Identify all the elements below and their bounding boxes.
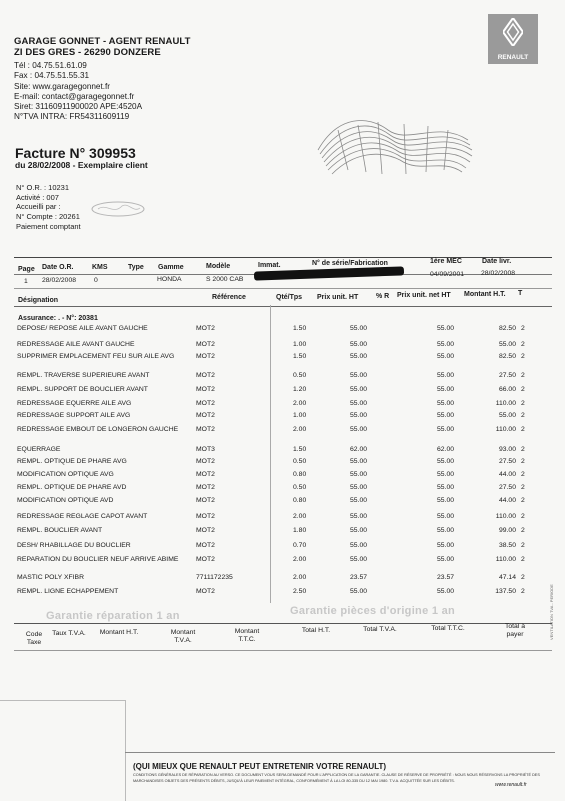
line-quantity: 0.50 (293, 458, 307, 465)
line-designation: REMPL. SUPPORT DE BOUCLIER AVANT (17, 386, 148, 393)
line-quantity: 1.20 (293, 386, 307, 393)
line-quantity: 2.00 (293, 400, 307, 407)
line-net-price: 55.00 (437, 497, 455, 504)
line-designation: REMPL. TRAVERSE SUPERIEURE AVANT (17, 372, 150, 379)
garage-tva: N°TVA INTRA: FR54311609119 (14, 112, 130, 122)
line-reference: MOT2 (196, 588, 215, 595)
line-unit-price: 55.00 (350, 353, 368, 360)
line-net-price: 55.00 (437, 542, 455, 549)
line-quantity: 2.00 (293, 556, 307, 563)
line-unit-price: 55.00 (350, 471, 368, 478)
line-reference: MOT2 (196, 458, 215, 465)
line-designation: DESH/ RHABILLAGE DU BOUCLIER (17, 542, 131, 549)
table-row (0, 446, 565, 458)
line-quantity: 1.80 (293, 527, 307, 534)
table-row (0, 400, 565, 412)
line-designation: REMPL. OPTIQUE DE PHARE AVG (17, 458, 127, 465)
line-designation: SUPPRIMER EMPLACEMENT FEU SUR AILE AVG (17, 353, 175, 360)
renault-diamond-icon (503, 18, 523, 46)
col-designation: Désignation (18, 297, 59, 304)
line-tax-code: 2 (521, 588, 525, 595)
line-net-price: 55.00 (437, 513, 455, 520)
line-reference: MOT2 (196, 412, 215, 419)
meta-paiement: Paiement comptant (16, 221, 81, 231)
table-row (0, 588, 565, 600)
vv-gamme: HONDA (157, 276, 182, 283)
line-tax-code: 2 (521, 341, 525, 348)
col-prix-ht: Prix unit. HT (317, 294, 359, 301)
table-row (0, 412, 565, 424)
invoice-title: Facture N° 309953 (15, 145, 136, 161)
line-quantity: 2.00 (293, 426, 307, 433)
vh-immat: Immat. (258, 262, 281, 269)
tot-total-ht: Total H.T. (301, 627, 331, 634)
line-designation: MODIFICATION OPTIQUE AVG (17, 471, 114, 478)
line-amount: 82.50 (498, 353, 516, 360)
meta-accueilli: Accueilli par : (16, 202, 61, 212)
line-net-price: 55.00 (437, 400, 455, 407)
line-tax-code: 2 (521, 426, 525, 433)
line-tax-code: 2 (521, 412, 525, 419)
footer-left-box (0, 700, 126, 801)
line-unit-price: 55.00 (350, 458, 368, 465)
col-montant: Montant H.T. (464, 291, 506, 298)
line-unit-price: 55.00 (350, 542, 368, 549)
line-amount: 110.00 (495, 513, 516, 520)
divider (125, 752, 555, 753)
table-row (0, 325, 565, 337)
line-net-price: 23.57 (437, 574, 455, 581)
divider (14, 257, 552, 258)
vh-kms: KMS (92, 264, 108, 271)
vh-date-or: Date O.R. (42, 264, 74, 271)
line-unit-price: 55.00 (350, 497, 368, 504)
line-unit-price: 55.00 (350, 513, 368, 520)
line-designation: MASTIC POLY XFIBR (17, 574, 84, 581)
divider (14, 288, 552, 289)
line-tax-code: 2 (521, 513, 525, 520)
line-unit-price: 55.00 (350, 556, 368, 563)
table-row (0, 513, 565, 525)
line-designation: REMPL. BOUCLIER AVANT (17, 527, 103, 534)
line-amount: 110.00 (495, 400, 516, 407)
line-amount: 66.00 (498, 386, 516, 393)
faint-stamp (88, 200, 148, 218)
line-net-price: 62.00 (437, 446, 455, 453)
line-unit-price: 55.00 (350, 400, 368, 407)
line-quantity: 1.50 (293, 325, 307, 332)
line-tax-code: 2 (521, 574, 525, 581)
line-amount: 38.50 (498, 542, 516, 549)
line-quantity: 2.00 (293, 513, 307, 520)
tot-total-ttc: Total T.T.C. (431, 625, 465, 632)
garage-site: Site: www.garagegonnet.fr (14, 81, 111, 91)
line-unit-price: 62.00 (350, 446, 368, 453)
line-reference: MOT2 (196, 325, 215, 332)
line-reference: MOT2 (196, 497, 215, 504)
tot-montant-tva: Montant T.V.A. (170, 629, 196, 644)
line-unit-price: 55.00 (350, 341, 368, 348)
line-amount: 55.00 (498, 341, 516, 348)
line-quantity: 1.00 (293, 341, 307, 348)
line-amount: 47.14 (498, 574, 516, 581)
line-unit-price: 55.00 (350, 527, 368, 534)
divider (14, 623, 552, 624)
tot-montant-ht: Montant H.T. (99, 629, 139, 636)
col-prix-net: Prix unit. net HT (397, 292, 451, 299)
tot-taux-tva: Taux T.V.A. (52, 630, 86, 637)
table-row (0, 386, 565, 398)
line-net-price: 55.00 (437, 588, 455, 595)
line-tax-code: 2 (521, 325, 525, 332)
table-row (0, 426, 565, 438)
line-tax-code: 2 (521, 484, 525, 491)
garantie-pieces: Garantie pièces d'origine 1 an (290, 605, 456, 617)
meta-activite: Activité : 007 (16, 192, 59, 202)
garage-fax: Fax : 04.75.51.55.31 (14, 71, 90, 81)
line-reference: MOT2 (196, 400, 215, 407)
line-reference: MOT2 (196, 556, 215, 563)
garage-address: ZI DES GRES - 26290 DONZERE (14, 47, 161, 58)
vv-kms: 0 (94, 277, 98, 284)
table-row (0, 542, 565, 554)
line-amount: 110.00 (495, 556, 516, 563)
line-tax-code: 2 (521, 400, 525, 407)
line-quantity: 0.80 (293, 497, 307, 504)
vh-gamme: Gamme (158, 264, 184, 271)
line-amount: 44.00 (498, 497, 516, 504)
line-reference: MOT2 (196, 386, 215, 393)
vh-livr: Date livr. (482, 258, 512, 265)
invoice-subtitle: du 28/02/2008 - Exemplaire client (15, 160, 148, 170)
vh-type: Type (128, 264, 144, 271)
tot-montant-ttc: Montant T.T.C. (234, 628, 260, 643)
garage-name: GARAGE GONNET - AGENT RENAULT (14, 36, 191, 47)
vh-mec: 1ère MEC (430, 258, 462, 265)
footer-conditions: CONDITIONS GÉNÉRALES DE RÉPARATION AU VERSO. CE DOCUMENT VOUS SERA DEMANDÉ POUR L'APPLICATION DE LA GARANTIE. CLAUSE DE RÉSERVE DE PROPRIÉTÉ : NOUS NOUS RÉSERVONS LA PROPRIÉTÉ DES MARCHANDISES OBJETS DES PRÉSENTS DÉBITS, JUSQU'À LEUR PAIEMENT INTÉGRAL, CONFORMÉMENT À LA LOI 80-335 DU 12 MAI 1980. T.V.A. ACQUITTÉE SUR LES DÉBITS. (133, 773, 540, 783)
tot-total-payer: Total à payer (504, 623, 526, 638)
line-tax-code: 2 (521, 527, 525, 534)
line-quantity: 2.50 (293, 588, 307, 595)
line-reference: MOT2 (196, 513, 215, 520)
vv-livr: 28/02/2008 (481, 270, 516, 277)
line-amount: 82.50 (498, 325, 516, 332)
line-tax-code: 2 (521, 556, 525, 563)
garantie-reparation: Garantie réparation 1 an (46, 610, 180, 622)
meta-compte: N° Compte : 20261 (16, 212, 80, 222)
tot-total-tva: Total T.V.A. (363, 626, 397, 633)
line-designation: MODIFICATION OPTIQUE AVD (17, 497, 114, 504)
line-unit-price: 55.00 (350, 484, 368, 491)
meta-or: N° O.R. : 10231 (16, 183, 70, 192)
footer-website: www.renault.fr (495, 782, 527, 788)
line-unit-price: 23.57 (350, 574, 368, 581)
vv-mec: 04/09/2001 (430, 271, 465, 278)
line-net-price: 55.00 (437, 325, 455, 332)
line-reference: MOT2 (196, 484, 215, 491)
garage-info (14, 36, 334, 123)
line-net-price: 55.00 (437, 484, 455, 491)
line-net-price: 55.00 (437, 372, 455, 379)
table-row (0, 458, 565, 470)
col-reference: Référence (212, 294, 246, 301)
renault-logo (488, 14, 538, 64)
line-reference: MOT2 (196, 353, 215, 360)
vv-modele: S 2000 CAB (206, 276, 244, 283)
assurance-label: Assurance: . - N°: 20381 (18, 315, 98, 322)
line-quantity: 1.50 (293, 446, 307, 453)
line-net-price: 55.00 (437, 353, 455, 360)
vh-page: Page (18, 266, 35, 273)
signature-scribble (308, 110, 478, 186)
line-quantity: 0.50 (293, 372, 307, 379)
line-designation: EQUERRAGE (17, 446, 61, 453)
line-unit-price: 55.00 (350, 426, 368, 433)
col-t: T (518, 290, 523, 297)
line-quantity: 0.80 (293, 471, 307, 478)
line-net-price: 55.00 (437, 386, 455, 393)
line-tax-code: 2 (521, 353, 525, 360)
logo-text: RENAULT (497, 54, 529, 61)
footer-slogan: (QUI MIEUX QUE RENAULT PEUT ENTRETENIR VOTRE RENAULT) (133, 762, 387, 771)
garage-siret: Siret: 31160911900020 APE:4520A (14, 102, 143, 112)
line-designation: REDRESSAGE EQUERRE AILE AVG (17, 400, 132, 407)
line-designation: REMPL. LIGNE ECHAPPEMENT (17, 588, 119, 595)
tot-code-taxe: Code Taxe (25, 631, 43, 646)
line-unit-price: 55.00 (350, 588, 368, 595)
line-amount: 93.00 (498, 446, 516, 453)
line-reference: MOT2 (196, 372, 215, 379)
line-designation: REDRESSAGE EMBOUT DE LONGERON GAUCHE (17, 426, 179, 433)
line-quantity: 1.50 (293, 353, 307, 360)
line-amount: 99.00 (498, 527, 516, 534)
line-net-price: 55.00 (437, 527, 455, 534)
line-tax-code: 2 (521, 458, 525, 465)
line-designation: REPARATION DU BOUCLIER NEUF ARRIVE ABIME (17, 556, 179, 563)
line-tax-code: 2 (521, 372, 525, 379)
line-designation: DEPOSE/ REPOSE AILE AVANT GAUCHE (17, 325, 148, 332)
line-quantity: 1.00 (293, 412, 307, 419)
line-quantity: 0.70 (293, 542, 307, 549)
table-row (0, 574, 565, 586)
line-tax-code: 2 (521, 497, 525, 504)
divider (14, 650, 552, 651)
col-remise: % R (376, 293, 390, 300)
line-tax-code: 2 (521, 446, 525, 453)
line-designation: REDRESSAGE REGLAGE CAPOT AVANT (17, 513, 148, 520)
line-amount: 55.00 (498, 412, 516, 419)
table-row (0, 372, 565, 384)
line-tax-code: 2 (521, 386, 525, 393)
line-quantity: 2.00 (293, 574, 307, 581)
line-tax-code: 2 (521, 542, 525, 549)
line-amount: 27.50 (498, 484, 516, 491)
vh-serie: N° de série/Fabrication (312, 260, 388, 267)
table-row (0, 527, 565, 539)
line-reference: MOT2 (196, 527, 215, 534)
line-unit-price: 55.00 (350, 325, 368, 332)
line-amount: 44.00 (498, 471, 516, 478)
line-net-price: 55.00 (437, 556, 455, 563)
garage-email: E-mail: contact@garagegonnet.fr (14, 91, 135, 101)
line-net-price: 55.00 (437, 341, 455, 348)
table-row (0, 497, 565, 509)
table-row (0, 556, 565, 568)
line-amount: 27.50 (498, 458, 516, 465)
table-row (0, 353, 565, 365)
line-reference: 7711172235 (196, 574, 233, 581)
line-reference: MOT3 (196, 446, 215, 453)
vv-page: 1 (24, 278, 28, 285)
line-unit-price: 55.00 (350, 372, 368, 379)
line-net-price: 55.00 (437, 458, 455, 465)
line-amount: 27.50 (498, 372, 516, 379)
line-net-price: 55.00 (437, 471, 455, 478)
line-reference: MOT2 (196, 341, 215, 348)
table-row (0, 484, 565, 496)
line-designation: REDRESSAGE AILE AVANT GAUCHE (17, 341, 135, 348)
line-quantity: 0.50 (293, 484, 307, 491)
line-net-price: 55.00 (437, 412, 455, 419)
side-vertical-text: VENTILATION TVA - PERIODE (549, 584, 554, 640)
line-reference: MOT2 (196, 426, 215, 433)
line-designation: REMPL. OPTIQUE DE PHARE AVD (17, 484, 127, 491)
line-unit-price: 55.00 (350, 386, 368, 393)
table-row (0, 341, 565, 353)
divider (14, 306, 552, 307)
line-unit-price: 55.00 (350, 412, 368, 419)
vh-modele: Modèle (206, 263, 231, 270)
line-reference: MOT2 (196, 471, 215, 478)
line-reference: MOT2 (196, 542, 215, 549)
line-tax-code: 2 (521, 471, 525, 478)
line-designation: REDRESSAGE SUPPORT AILE AVG (17, 412, 131, 419)
col-qte: Qté/Tps (276, 294, 303, 301)
line-net-price: 55.00 (437, 426, 455, 433)
vv-date-or: 28/02/2008 (42, 277, 77, 284)
line-amount: 110.00 (495, 426, 516, 433)
table-row (0, 471, 565, 483)
garage-tel: Tél : 04.75.51.61.09 (14, 61, 87, 70)
line-amount: 137.50 (495, 588, 516, 595)
